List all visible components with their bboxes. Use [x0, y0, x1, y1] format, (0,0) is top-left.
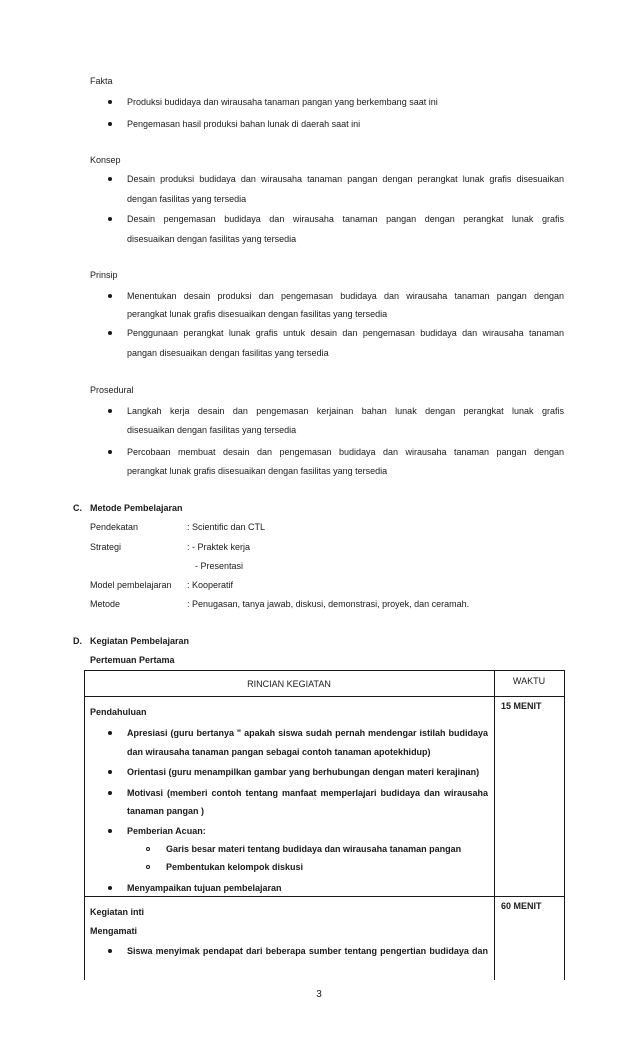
bullet-icon	[108, 770, 112, 774]
prosedural-item-line: perangkat lunak grafis disesuaikan dengan fasilitas yang tersedia	[127, 466, 388, 476]
bullet-icon	[108, 949, 112, 953]
metode-value: : Scientific dan CTL	[187, 522, 266, 532]
metode-value: : Penugasan, tanya jawab, diskusi, demonstrasi, proyek, dan ceramah.	[187, 599, 470, 609]
prosedural-item-line: Langkah kerja desain dan pengemasan kerjainan bahan lunak dengan perangkat lunak grafis	[127, 406, 564, 416]
prosedural-item-line: disesuaikan dengan fasilitas yang tersedia	[127, 425, 297, 435]
metode-value: - Presentasi	[195, 561, 244, 571]
metode-value: : Kooperatif	[187, 580, 234, 590]
pendahuluan-item-line: Apresiasi (guru bertanya " apakah siswa sudah pernah mendengar istilah budidaya	[127, 728, 488, 738]
pendahuluan-item-line: Motivasi (memberi contoh tentang manfaat memperlajari budidaya dan wirausaha	[127, 788, 488, 798]
inti-time: 60 MENIT	[501, 901, 542, 911]
bullet-icon	[108, 331, 112, 335]
pendahuluan-item-line: Menyampaikan tujuan pembelajaran	[127, 883, 282, 893]
bullet-icon	[108, 731, 112, 735]
prosedural-heading: Prosedural	[90, 385, 134, 395]
pendahuluan-item-line: Orientasi (guru menampilkan gambar yang berhubungan dengan materi kerajinan)	[127, 767, 480, 777]
bullet-icon	[108, 217, 112, 221]
pendahuluan-sub-item: Pembentukan kelompok diskusi	[166, 862, 304, 872]
prinsip-item-line: pangan disesuaikan dengan fasilitas yang tersedia	[127, 348, 329, 358]
metode-value: : - Praktek kerja	[187, 542, 251, 552]
kegiatan-subtitle: Pertemuan Pertama	[90, 655, 175, 665]
pendahuluan-time: 15 MENIT	[501, 701, 542, 711]
inti-title: Kegiatan inti	[90, 907, 145, 917]
section-letter: D.	[73, 636, 82, 646]
konsep-item-line: dengan fasilitas yang tersedia	[127, 194, 247, 204]
prosedural-item-line: Percobaan membuat desain dan pengemasan budidaya dan wirausaha tanaman pangan dengan	[127, 447, 564, 457]
circle-bullet-icon	[146, 847, 150, 851]
inti-item-line: Siswa menyimak pendapat dari beberapa sumber tentang pengertian budidaya dan	[127, 946, 488, 956]
prinsip-heading: Prinsip	[90, 270, 118, 280]
prinsip-item-line: Menentukan desain produksi dan pengemasan budidaya dan wirausaha tanaman pangan dengan	[127, 291, 564, 301]
metode-title: Metode Pembelajaran	[90, 503, 183, 513]
table-header-rincian: RINCIAN KEGIATAN	[247, 679, 331, 689]
pendahuluan-item-line: dan wirausaha tanaman pangan sebagai contoh tanaman apotekhidup)	[127, 747, 431, 757]
konsep-item-line: disesuaikan dengan fasilitas yang tersedia	[127, 234, 297, 244]
fakta-item-text: Produksi budidaya dan wirausaha tanaman pangan yang berkembang saat ini	[127, 97, 438, 107]
section-letter: C.	[73, 503, 82, 513]
bullet-icon	[108, 100, 112, 104]
metode-label: Strategi	[90, 542, 122, 552]
inti-sub-heading: Mengamati	[90, 926, 138, 936]
bullet-icon	[108, 177, 112, 181]
metode-label: Pendekatan	[90, 522, 139, 532]
prinsip-item-line: Penggunaan perangkat lunak grafis untuk desain dan pengemasan budidaya dan wirausaha tanaman	[127, 328, 564, 338]
fakta-item-text: Pengemasan hasil produksi bahan lunak di daerah saat ini	[127, 119, 361, 129]
page-number: 3	[316, 989, 322, 1000]
konsep-item-line: Desain produksi budidaya dan wirausaha tanaman pangan dengan perangkat lunak grafis disesuaikan	[127, 174, 564, 184]
bullet-icon	[108, 450, 112, 454]
fakta-heading: Fakta	[90, 76, 113, 86]
bullet-icon	[108, 829, 112, 833]
bullet-icon	[108, 791, 112, 795]
bullet-icon	[108, 886, 112, 890]
pendahuluan-item-line: Pemberian Acuan:	[127, 826, 206, 836]
pendahuluan-title: Pendahuluan	[90, 707, 147, 717]
bullet-icon	[108, 122, 112, 126]
metode-label: Metode	[90, 599, 121, 609]
table-header-waktu: WAKTU	[512, 676, 546, 686]
metode-label: Model pembelajaran	[90, 580, 172, 590]
circle-bullet-icon	[146, 865, 150, 869]
pendahuluan-item-line: tanaman pangan )	[127, 806, 205, 816]
prinsip-item-line: perangkat lunak grafis disesuaikan dengan fasilitas yang tersedia	[127, 309, 388, 319]
konsep-item-line: Desain pengemasan budidaya dan wirausaha tanaman pangan dengan perangkat lunak grafis	[127, 214, 564, 224]
konsep-heading: Konsep	[90, 155, 121, 165]
bullet-icon	[108, 294, 112, 298]
pendahuluan-sub-item: Garis besar materi tentang budidaya dan wirausaha tanaman pangan	[166, 844, 462, 854]
bullet-icon	[108, 409, 112, 413]
kegiatan-title: Kegiatan Pembelajaran	[90, 636, 190, 646]
